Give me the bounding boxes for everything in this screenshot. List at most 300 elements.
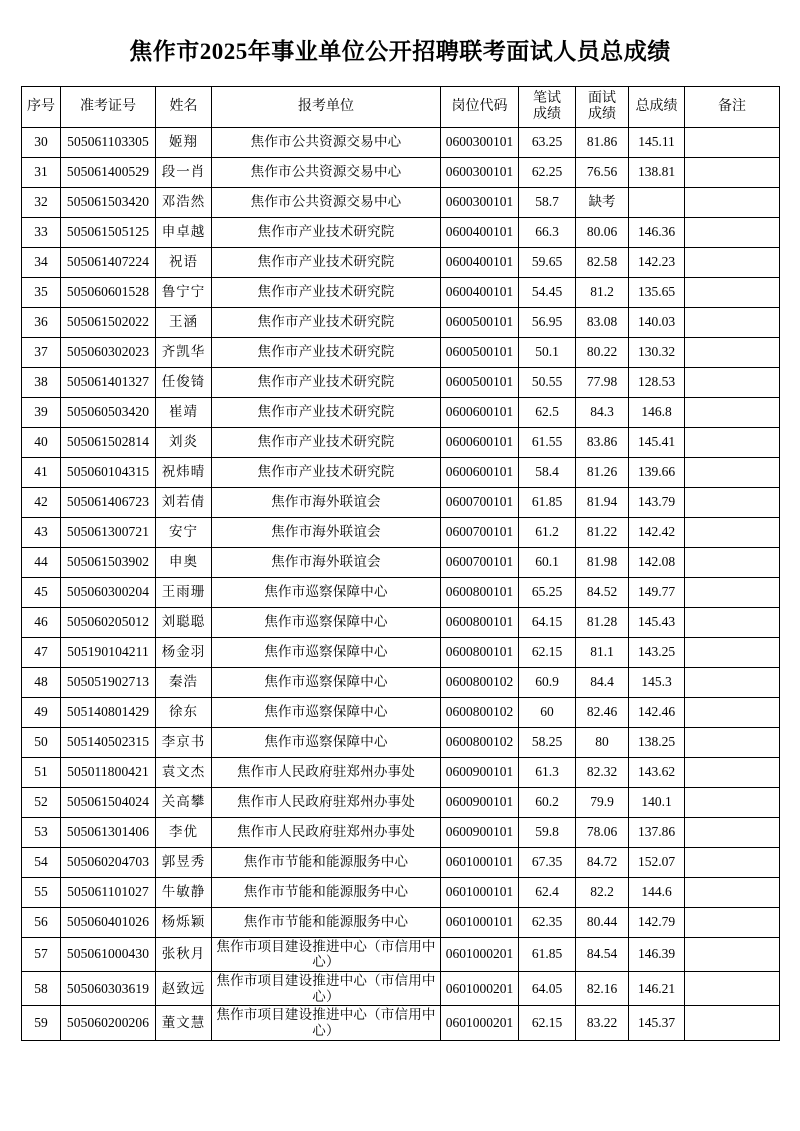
cell-ticket: 505061503902 [61, 547, 156, 577]
cell-written: 58.4 [519, 457, 576, 487]
table-row [22, 727, 780, 757]
cell-ticket: 505060503420 [61, 397, 156, 427]
cell-ticket: 505061103305 [61, 127, 156, 157]
cell-remark [685, 787, 780, 817]
cell-name: 秦浩 [156, 667, 212, 697]
cell-ticket: 505140801429 [61, 697, 156, 727]
cell-seq: 45 [22, 577, 61, 607]
cell-ticket: 505061400529 [61, 157, 156, 187]
cell-code: 0600800102 [441, 667, 519, 697]
cell-seq: 46 [22, 607, 61, 637]
table-body [22, 127, 780, 1040]
cell-code: 0600500101 [441, 367, 519, 397]
cell-ticket: 505011800421 [61, 757, 156, 787]
cell-name: 祝语 [156, 247, 212, 277]
cell-code: 0600400101 [441, 217, 519, 247]
cell-inter: 84.52 [576, 577, 629, 607]
cell-unit: 焦作市产业技术研究院 [212, 337, 441, 367]
table-row [22, 937, 780, 971]
cell-remark [685, 397, 780, 427]
cell-remark [685, 937, 780, 971]
cell-unit: 焦作市产业技术研究院 [212, 457, 441, 487]
cell-name: 董文慧 [156, 1006, 212, 1040]
table-row [22, 757, 780, 787]
cell-code: 0600800101 [441, 637, 519, 667]
cell-written: 60.2 [519, 787, 576, 817]
cell-ticket: 505060401026 [61, 907, 156, 937]
column-header-interview-score [576, 86, 629, 127]
cell-written: 58.25 [519, 727, 576, 757]
table-row [22, 907, 780, 937]
table-row [22, 427, 780, 457]
cell-inter: 82.46 [576, 697, 629, 727]
cell-remark [685, 637, 780, 667]
cell-written: 66.3 [519, 217, 576, 247]
table-row [22, 397, 780, 427]
cell-inter: 82.32 [576, 757, 629, 787]
cell-seq: 50 [22, 727, 61, 757]
cell-unit: 焦作市人民政府驻郑州办事处 [212, 787, 441, 817]
cell-name: 李京书 [156, 727, 212, 757]
cell-remark [685, 607, 780, 637]
cell-written: 60.1 [519, 547, 576, 577]
cell-total: 145.37 [629, 1006, 685, 1040]
cell-written: 50.1 [519, 337, 576, 367]
cell-seq: 55 [22, 877, 61, 907]
cell-total: 142.23 [629, 247, 685, 277]
cell-ticket: 505061000430 [61, 937, 156, 971]
cell-total: 140.1 [629, 787, 685, 817]
cell-inter: 81.22 [576, 517, 629, 547]
cell-written: 60.9 [519, 667, 576, 697]
cell-name: 邓浩然 [156, 187, 212, 217]
cell-ticket: 505060302023 [61, 337, 156, 367]
cell-inter: 80.06 [576, 217, 629, 247]
cell-code: 0601000101 [441, 847, 519, 877]
table-row [22, 637, 780, 667]
cell-inter: 81.94 [576, 487, 629, 517]
cell-total: 146.36 [629, 217, 685, 247]
cell-written: 61.3 [519, 757, 576, 787]
cell-inter: 84.72 [576, 847, 629, 877]
table-row [22, 971, 780, 1005]
cell-ticket: 505061401327 [61, 367, 156, 397]
cell-name: 刘炎 [156, 427, 212, 457]
cell-unit: 焦作市节能和能源服务中心 [212, 877, 441, 907]
cell-code: 0600300101 [441, 157, 519, 187]
cell-remark [685, 487, 780, 517]
cell-seq: 30 [22, 127, 61, 157]
cell-seq: 38 [22, 367, 61, 397]
cell-written: 61.2 [519, 517, 576, 547]
cell-seq: 34 [22, 247, 61, 277]
cell-unit: 焦作市巡察保障中心 [212, 607, 441, 637]
cell-ticket: 505060205012 [61, 607, 156, 637]
cell-ticket: 505060601528 [61, 277, 156, 307]
cell-written: 67.35 [519, 847, 576, 877]
cell-total: 152.07 [629, 847, 685, 877]
cell-ticket: 505060200206 [61, 1006, 156, 1040]
cell-remark [685, 367, 780, 397]
cell-code: 0600300101 [441, 127, 519, 157]
cell-name: 齐凯华 [156, 337, 212, 367]
cell-unit: 焦作市公共资源交易中心 [212, 157, 441, 187]
cell-remark [685, 1006, 780, 1040]
cell-inter: 80.22 [576, 337, 629, 367]
cell-remark [685, 667, 780, 697]
cell-code: 0600400101 [441, 247, 519, 277]
cell-unit: 焦作市巡察保障中心 [212, 727, 441, 757]
table-row [22, 787, 780, 817]
cell-remark [685, 757, 780, 787]
table-header-row [22, 86, 780, 127]
cell-remark [685, 517, 780, 547]
cell-remark [685, 907, 780, 937]
cell-name: 徐东 [156, 697, 212, 727]
cell-ticket: 505061504024 [61, 787, 156, 817]
cell-code: 0600400101 [441, 277, 519, 307]
cell-seq: 42 [22, 487, 61, 517]
cell-inter: 80 [576, 727, 629, 757]
cell-unit: 焦作市产业技术研究院 [212, 247, 441, 277]
results-table [21, 86, 780, 1041]
cell-written: 64.15 [519, 607, 576, 637]
cell-total: 142.08 [629, 547, 685, 577]
table-row [22, 577, 780, 607]
cell-code: 0600800102 [441, 727, 519, 757]
cell-unit: 焦作市项目建设推进中心（市信用中心） [212, 1006, 441, 1040]
cell-seq: 56 [22, 907, 61, 937]
cell-ticket: 505061502022 [61, 307, 156, 337]
cell-inter: 81.26 [576, 457, 629, 487]
cell-seq: 32 [22, 187, 61, 217]
column-header-interview-score-line-1: 面试 [588, 90, 616, 106]
cell-inter: 81.2 [576, 277, 629, 307]
cell-seq: 57 [22, 937, 61, 971]
cell-total: 144.6 [629, 877, 685, 907]
column-header-job-code: 岗位代码 [441, 86, 519, 127]
cell-unit: 焦作市巡察保障中心 [212, 667, 441, 697]
table-row [22, 667, 780, 697]
cell-inter: 82.16 [576, 971, 629, 1005]
cell-written: 62.4 [519, 877, 576, 907]
cell-seq: 37 [22, 337, 61, 367]
cell-inter: 83.08 [576, 307, 629, 337]
cell-total: 128.53 [629, 367, 685, 397]
cell-code: 0600500101 [441, 337, 519, 367]
cell-total: 145.11 [629, 127, 685, 157]
cell-code: 0601000201 [441, 1006, 519, 1040]
cell-unit: 焦作市海外联谊会 [212, 487, 441, 517]
cell-inter: 缺考 [576, 187, 629, 217]
cell-code: 0600900101 [441, 817, 519, 847]
cell-name: 王涵 [156, 307, 212, 337]
cell-written: 54.45 [519, 277, 576, 307]
cell-remark [685, 877, 780, 907]
cell-seq: 41 [22, 457, 61, 487]
cell-written: 61.85 [519, 487, 576, 517]
cell-seq: 44 [22, 547, 61, 577]
cell-code: 0600700101 [441, 487, 519, 517]
table-row [22, 277, 780, 307]
cell-ticket: 505051902713 [61, 667, 156, 697]
cell-total: 142.46 [629, 697, 685, 727]
column-header-total-score: 总成绩 [629, 86, 685, 127]
cell-seq: 35 [22, 277, 61, 307]
cell-inter: 79.9 [576, 787, 629, 817]
cell-seq: 49 [22, 697, 61, 727]
cell-remark [685, 427, 780, 457]
cell-unit: 焦作市海外联谊会 [212, 517, 441, 547]
cell-code: 0600900101 [441, 787, 519, 817]
cell-seq: 59 [22, 1006, 61, 1040]
cell-ticket: 505140502315 [61, 727, 156, 757]
cell-inter: 81.28 [576, 607, 629, 637]
cell-inter: 81.1 [576, 637, 629, 667]
cell-ticket: 505061502814 [61, 427, 156, 457]
cell-written: 62.5 [519, 397, 576, 427]
cell-code: 0601000201 [441, 971, 519, 1005]
cell-total: 146.21 [629, 971, 685, 1005]
cell-written: 56.95 [519, 307, 576, 337]
cell-total: 130.32 [629, 337, 685, 367]
cell-total: 137.86 [629, 817, 685, 847]
cell-written: 63.25 [519, 127, 576, 157]
cell-total: 146.8 [629, 397, 685, 427]
cell-code: 0600700101 [441, 547, 519, 577]
cell-unit: 焦作市巡察保障中心 [212, 697, 441, 727]
table-row [22, 517, 780, 547]
cell-written: 62.25 [519, 157, 576, 187]
cell-name: 祝炜晴 [156, 457, 212, 487]
cell-ticket: 505061300721 [61, 517, 156, 547]
cell-unit: 焦作市人民政府驻郑州办事处 [212, 817, 441, 847]
cell-name: 任俊锜 [156, 367, 212, 397]
cell-name: 姬翔 [156, 127, 212, 157]
cell-name: 牛敏静 [156, 877, 212, 907]
cell-unit: 焦作市项目建设推进中心（市信用中心） [212, 937, 441, 971]
cell-inter: 82.2 [576, 877, 629, 907]
cell-total [629, 187, 685, 217]
cell-remark [685, 307, 780, 337]
cell-remark [685, 577, 780, 607]
column-header-interview-score-line-2: 成绩 [588, 106, 616, 122]
cell-code: 0600700101 [441, 517, 519, 547]
cell-ticket: 505060104315 [61, 457, 156, 487]
table-row [22, 367, 780, 397]
cell-written: 50.55 [519, 367, 576, 397]
cell-code: 0600800102 [441, 697, 519, 727]
table-row [22, 337, 780, 367]
cell-inter: 78.06 [576, 817, 629, 847]
cell-written: 62.15 [519, 1006, 576, 1040]
table-row [22, 817, 780, 847]
column-header-remark: 备注 [685, 86, 780, 127]
cell-inter: 84.4 [576, 667, 629, 697]
cell-total: 139.66 [629, 457, 685, 487]
cell-name: 鲁宁宁 [156, 277, 212, 307]
cell-inter: 81.86 [576, 127, 629, 157]
cell-code: 0601000101 [441, 907, 519, 937]
cell-remark [685, 337, 780, 367]
cell-code: 0601000101 [441, 877, 519, 907]
table-row [22, 307, 780, 337]
cell-remark [685, 127, 780, 157]
cell-name: 段一肖 [156, 157, 212, 187]
cell-written: 61.85 [519, 937, 576, 971]
cell-unit: 焦作市公共资源交易中心 [212, 187, 441, 217]
cell-remark [685, 547, 780, 577]
cell-code: 0600600101 [441, 457, 519, 487]
cell-name: 关高攀 [156, 787, 212, 817]
cell-ticket: 505061407224 [61, 247, 156, 277]
cell-written: 58.7 [519, 187, 576, 217]
cell-seq: 43 [22, 517, 61, 547]
column-header-written-score-line-1: 笔试 [533, 90, 561, 106]
cell-seq: 52 [22, 787, 61, 817]
cell-inter: 84.3 [576, 397, 629, 427]
cell-seq: 40 [22, 427, 61, 457]
column-header-ticket-number: 准考证号 [61, 86, 156, 127]
cell-name: 李优 [156, 817, 212, 847]
cell-inter: 84.54 [576, 937, 629, 971]
cell-ticket: 505061505125 [61, 217, 156, 247]
results-table-container [0, 86, 800, 1041]
cell-unit: 焦作市项目建设推进中心（市信用中心） [212, 971, 441, 1005]
cell-inter: 77.98 [576, 367, 629, 397]
cell-ticket: 505061101027 [61, 877, 156, 907]
table-row [22, 1006, 780, 1040]
cell-name: 刘若倩 [156, 487, 212, 517]
cell-name: 王雨珊 [156, 577, 212, 607]
cell-seq: 51 [22, 757, 61, 787]
cell-total: 145.3 [629, 667, 685, 697]
table-row [22, 847, 780, 877]
cell-ticket: 505060300204 [61, 577, 156, 607]
cell-unit: 焦作市海外联谊会 [212, 547, 441, 577]
cell-code: 0600900101 [441, 757, 519, 787]
table-row [22, 697, 780, 727]
cell-inter: 80.44 [576, 907, 629, 937]
table-row [22, 877, 780, 907]
cell-remark [685, 157, 780, 187]
cell-unit: 焦作市产业技术研究院 [212, 217, 441, 247]
cell-remark [685, 187, 780, 217]
cell-seq: 36 [22, 307, 61, 337]
cell-total: 143.25 [629, 637, 685, 667]
cell-name: 安宁 [156, 517, 212, 547]
table-header [22, 86, 780, 127]
table-row [22, 247, 780, 277]
cell-remark [685, 727, 780, 757]
cell-seq: 58 [22, 971, 61, 1005]
cell-written: 65.25 [519, 577, 576, 607]
cell-seq: 48 [22, 667, 61, 697]
column-header-unit: 报考单位 [212, 86, 441, 127]
cell-unit: 焦作市巡察保障中心 [212, 577, 441, 607]
cell-total: 138.81 [629, 157, 685, 187]
table-row [22, 127, 780, 157]
column-header-seq: 序号 [22, 86, 61, 127]
cell-name: 郭昱秀 [156, 847, 212, 877]
cell-code: 0600600101 [441, 427, 519, 457]
cell-unit: 焦作市产业技术研究院 [212, 397, 441, 427]
cell-name: 申卓越 [156, 217, 212, 247]
cell-name: 申奥 [156, 547, 212, 577]
cell-ticket: 505061503420 [61, 187, 156, 217]
cell-total: 143.79 [629, 487, 685, 517]
table-row [22, 187, 780, 217]
cell-total: 145.43 [629, 607, 685, 637]
cell-seq: 47 [22, 637, 61, 667]
cell-written: 60 [519, 697, 576, 727]
cell-written: 61.55 [519, 427, 576, 457]
cell-unit: 焦作市巡察保障中心 [212, 637, 441, 667]
column-header-written-score-line-2: 成绩 [533, 106, 561, 122]
cell-code: 0600800101 [441, 607, 519, 637]
table-row [22, 457, 780, 487]
cell-remark [685, 847, 780, 877]
cell-inter: 83.22 [576, 1006, 629, 1040]
cell-ticket: 505061301406 [61, 817, 156, 847]
cell-written: 59.8 [519, 817, 576, 847]
cell-seq: 39 [22, 397, 61, 427]
cell-remark [685, 971, 780, 1005]
cell-written: 64.05 [519, 971, 576, 1005]
cell-name: 赵致远 [156, 971, 212, 1005]
table-row [22, 487, 780, 517]
cell-seq: 53 [22, 817, 61, 847]
table-row [22, 157, 780, 187]
cell-total: 146.39 [629, 937, 685, 971]
cell-total: 135.65 [629, 277, 685, 307]
column-header-written-score [519, 86, 576, 127]
cell-ticket: 505061406723 [61, 487, 156, 517]
cell-remark [685, 277, 780, 307]
cell-code: 0600500101 [441, 307, 519, 337]
cell-unit: 焦作市产业技术研究院 [212, 307, 441, 337]
table-row [22, 217, 780, 247]
column-header-name: 姓名 [156, 86, 212, 127]
cell-inter: 82.58 [576, 247, 629, 277]
cell-total: 145.41 [629, 427, 685, 457]
cell-seq: 33 [22, 217, 61, 247]
cell-unit: 焦作市产业技术研究院 [212, 367, 441, 397]
cell-written: 62.15 [519, 637, 576, 667]
cell-total: 142.79 [629, 907, 685, 937]
cell-inter: 76.56 [576, 157, 629, 187]
cell-code: 0601000201 [441, 937, 519, 971]
cell-unit: 焦作市公共资源交易中心 [212, 127, 441, 157]
page-title: 焦作市2025年事业单位公开招聘联考面试人员总成绩 [129, 39, 671, 64]
table-row [22, 607, 780, 637]
cell-total: 140.03 [629, 307, 685, 337]
cell-unit: 焦作市人民政府驻郑州办事处 [212, 757, 441, 787]
cell-name: 杨烁颖 [156, 907, 212, 937]
cell-remark [685, 817, 780, 847]
cell-ticket: 505060303619 [61, 971, 156, 1005]
cell-remark [685, 697, 780, 727]
cell-name: 杨金羽 [156, 637, 212, 667]
cell-remark [685, 247, 780, 277]
cell-name: 崔靖 [156, 397, 212, 427]
cell-seq: 54 [22, 847, 61, 877]
cell-seq: 31 [22, 157, 61, 187]
cell-name: 张秋月 [156, 937, 212, 971]
cell-unit: 焦作市节能和能源服务中心 [212, 907, 441, 937]
cell-unit: 焦作市产业技术研究院 [212, 277, 441, 307]
cell-code: 0600600101 [441, 397, 519, 427]
